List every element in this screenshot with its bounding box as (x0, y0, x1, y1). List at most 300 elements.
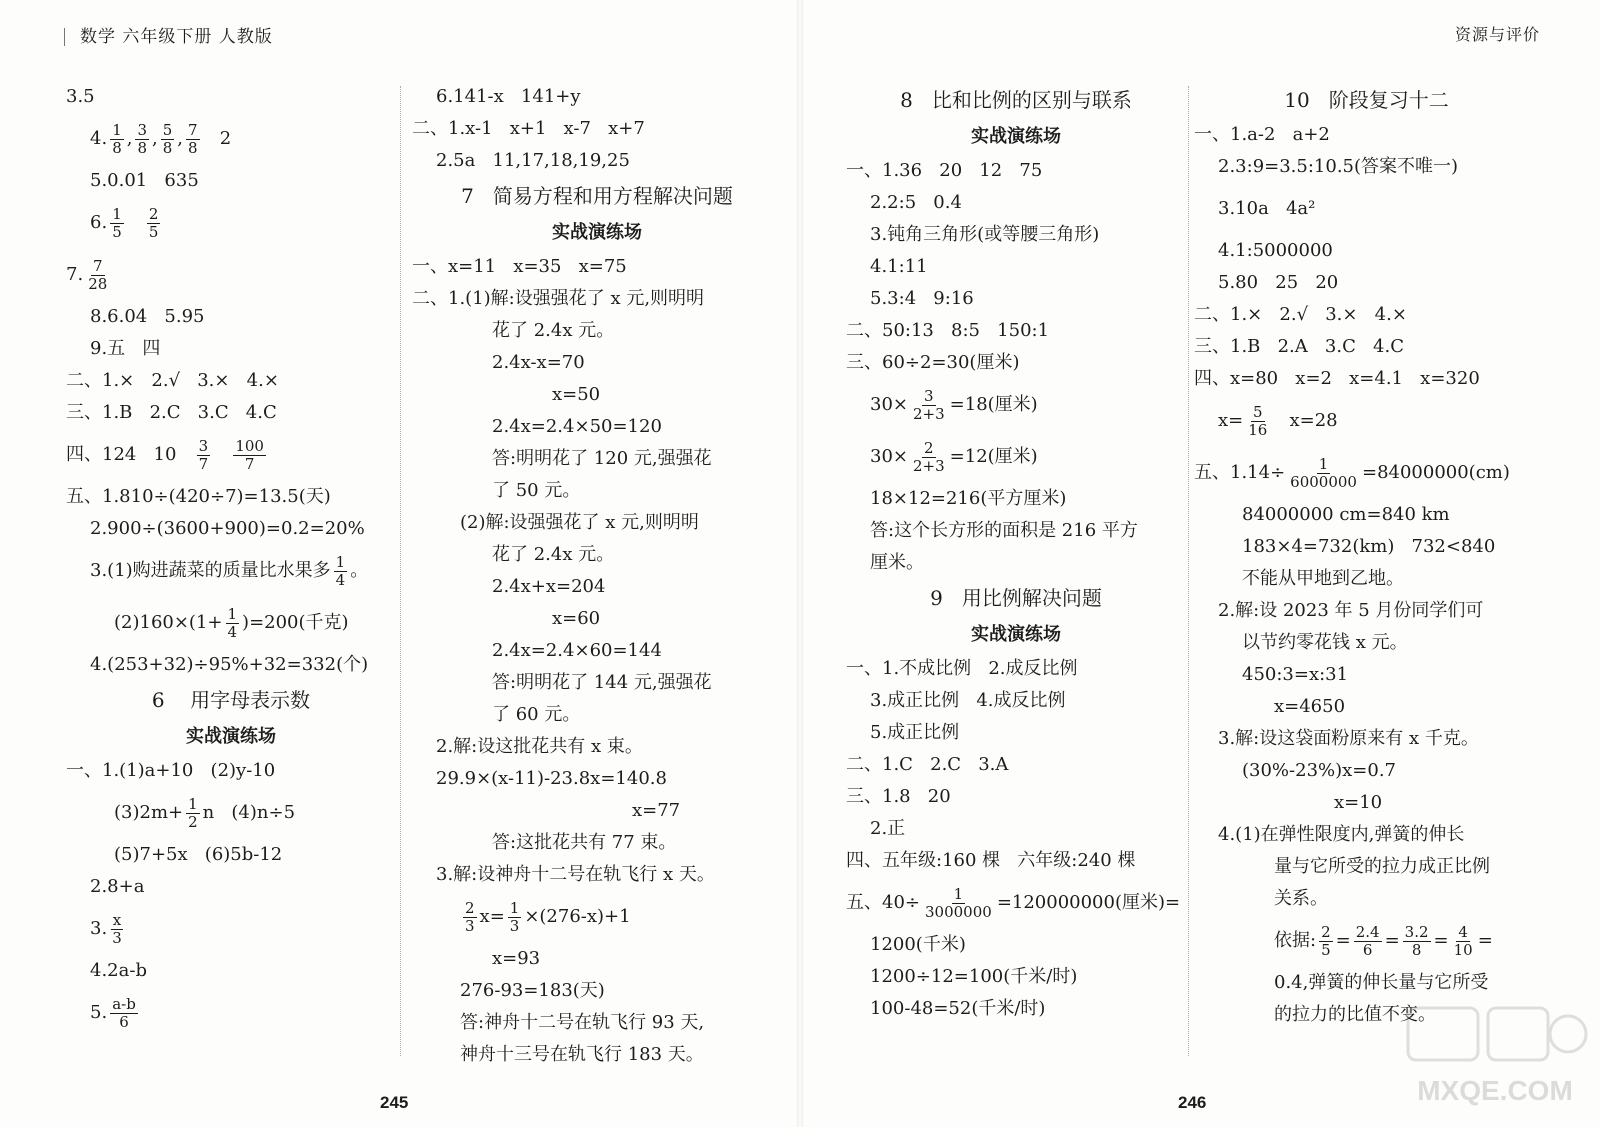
fraction (1403, 924, 1431, 959)
answer-text: 一、1.36 20 12 75 (846, 160, 1043, 181)
answer-line (1194, 852, 1539, 882)
page-number-right: 246 (1178, 1093, 1207, 1112)
fraction-denominator: 2+3 (913, 404, 945, 423)
fraction (923, 886, 994, 921)
answer-line (1194, 500, 1539, 530)
fraction-numerator: 1 (1318, 454, 1329, 473)
answer-line (1194, 692, 1539, 722)
answer-text: 三、1.8 20 (846, 786, 951, 807)
fraction (110, 206, 124, 241)
fraction-numerator: 1 (112, 120, 122, 139)
fraction-numerator: 1 (188, 794, 198, 813)
answer-text: 一、1.a-2 a+2 (1194, 124, 1330, 145)
answer-text: 五、1.810÷(420÷7)=13.5(天) (66, 486, 331, 507)
answer-text: x=10 (1334, 792, 1383, 813)
answer-text: x= (479, 906, 505, 927)
answer-line (846, 782, 1186, 812)
fraction-numerator: 1 (953, 884, 964, 903)
answer-text: = (1384, 930, 1400, 951)
answer-line (412, 284, 782, 314)
answer-text: 的拉力的比值不变。 (1274, 1004, 1436, 1025)
answer-line (412, 412, 782, 442)
answer-text: (5)7+5x (6)5b-12 (114, 844, 283, 865)
fraction (1354, 924, 1382, 959)
answer-line (412, 668, 782, 698)
fraction (1452, 924, 1475, 959)
fraction (233, 438, 266, 473)
answer-text: 3.钝角三角形(或等腰三角形) (870, 224, 1100, 245)
answer-text: (30%-23%)x=0.7 (1242, 760, 1397, 781)
answer-line (1194, 916, 1539, 966)
fraction-denominator: 3 (112, 928, 122, 947)
answer-text: 二、50:13 8:5 150:1 (846, 320, 1050, 341)
answer-line (66, 514, 396, 544)
answer-line (1194, 300, 1539, 330)
answer-line (1194, 724, 1539, 754)
answer-line (66, 756, 396, 786)
answer-text: 6.141-x 141+y (436, 86, 581, 107)
fraction-denominator: 3 (509, 916, 520, 935)
answer-text: 6. (90, 212, 108, 233)
answer-line (66, 250, 396, 300)
answer-line (66, 334, 396, 364)
fraction-denominator: 7 (198, 454, 209, 473)
answer-text: 2.8+a (90, 876, 145, 897)
fraction (110, 122, 124, 157)
answer-text: n (4)n÷5 (202, 802, 296, 823)
answer-text: 一、x=11 x=35 x=75 (412, 256, 627, 277)
answer-line (66, 366, 396, 396)
answer-text: =12(厘米) (949, 446, 1038, 467)
answer-line (846, 252, 1186, 282)
answer-text: 84000000 cm=840 km (1242, 504, 1450, 525)
answer-text: =120000000(厘米)= (996, 892, 1181, 913)
fraction-numerator: 2 (1321, 922, 1331, 941)
answer-line (412, 540, 782, 570)
answer-text: 三、1.B 2.A 3.C 4.C (1194, 336, 1404, 357)
answer-line (846, 188, 1186, 218)
answer-text: 6 用字母表示数 (151, 688, 311, 712)
fraction-denominator: 6000000 (1290, 472, 1357, 491)
fraction-denominator: 8 (137, 138, 148, 157)
fraction-numerator: 3 (137, 120, 148, 139)
answer-line (412, 114, 782, 144)
answer-text: 1200÷12=100(千米/时) (870, 966, 1078, 987)
fraction-numerator: a-b (112, 994, 136, 1013)
fraction-denominator: 3000000 (925, 902, 992, 921)
answer-line (412, 316, 782, 346)
answer-text: x=60 (552, 608, 601, 629)
answer-text: = (1433, 930, 1449, 951)
answer-text: 答:明明花了 120 元,强强花 (492, 448, 712, 469)
answer-text: 2 (202, 128, 232, 149)
fraction (110, 912, 124, 947)
answer-text: 3.(1)购进蔬菜的质量比水果多 (90, 560, 331, 581)
answer-line (846, 348, 1186, 378)
answer-text: x=50 (552, 384, 601, 405)
answer-line (1194, 236, 1539, 266)
answer-text: 神舟十三号在轨飞行 183 天。 (460, 1044, 704, 1065)
fraction-denominator: 8 (162, 138, 173, 157)
fraction (1246, 404, 1269, 439)
fraction (1288, 456, 1359, 491)
answer-text: 依据: (1274, 930, 1317, 951)
section-title (846, 580, 1186, 616)
answer-text: 不能从甲地到乙地。 (1242, 568, 1404, 589)
answer-text: 四、五年级:160 棵 六年级:240 棵 (846, 850, 1136, 871)
answer-text: x=28 (1272, 410, 1338, 431)
answer-line (1194, 268, 1539, 298)
answer-line (66, 988, 396, 1038)
fraction-denominator: 7 (244, 454, 255, 473)
answer-line (412, 892, 782, 942)
answer-text: 3.5 (66, 86, 95, 107)
answer-text: 一、1.不成比例 2.成反比例 (846, 658, 1078, 679)
fraction-numerator: 3 (198, 436, 209, 455)
answer-line (1194, 396, 1539, 446)
answer-line (66, 82, 396, 112)
fraction-denominator: 2+3 (913, 456, 945, 475)
answer-line (846, 284, 1186, 314)
answer-text: = (1335, 930, 1351, 951)
watermark-shape (1550, 1016, 1586, 1052)
answer-line (846, 718, 1186, 748)
answer-text: 2.解:设 2023 年 5 月份同学们可 (1218, 600, 1484, 621)
book-gutter (797, 0, 803, 1127)
fraction (226, 606, 240, 641)
column-divider (400, 86, 401, 1056)
fraction-numerator: 1 (112, 204, 122, 223)
answer-line (66, 788, 396, 838)
answer-text: 实战演练场 (552, 222, 642, 243)
fraction-denominator: 4 (227, 622, 238, 641)
fraction-numerator: 7 (188, 120, 198, 139)
fraction-denominator: 16 (1248, 420, 1268, 439)
fraction (110, 996, 138, 1031)
answer-text: 二、1.x-1 x+1 x-7 x+7 (412, 118, 645, 139)
answer-line (66, 904, 396, 954)
answer-text: 29.9×(x-11)-23.8x=140.8 (436, 768, 667, 789)
answer-text: ×(276-x)+1 (524, 906, 631, 927)
answer-text: 二、1.C 2.C 3.A (846, 754, 1009, 775)
answer-text: 10 阶段复习十二 (1284, 88, 1449, 112)
answer-line (412, 146, 782, 176)
answer-line (846, 814, 1186, 844)
answer-line (1194, 184, 1539, 234)
subsection-title (846, 120, 1186, 154)
answer-line (412, 764, 782, 794)
answer-text: 。 (350, 560, 369, 581)
answer-text: 一、1.(1)a+10 (2)y-10 (66, 760, 276, 781)
answer-line (1194, 152, 1539, 182)
answer-line (846, 156, 1186, 186)
answer-line (412, 604, 782, 634)
header-left: 数学 六年级下册 人教版 (80, 27, 273, 47)
section-title (846, 82, 1186, 118)
fraction-numerator: 3 (924, 386, 934, 405)
fraction (463, 900, 477, 935)
answer-text: 18×12=216(平方厘米) (870, 488, 1067, 509)
answer-text: 答:神舟十二号在轨飞行 93 天, (460, 1012, 705, 1033)
answer-text: 2.900÷(3600+900)=0.2=20% (90, 518, 365, 539)
answer-line (66, 482, 396, 512)
answer-line (846, 316, 1186, 346)
answer-line (66, 302, 396, 332)
answer-line (1194, 756, 1539, 786)
answer-text: 1200(千米) (870, 934, 966, 955)
fraction-denominator: 5 (148, 222, 159, 241)
answer-text: 8.6.04 5.95 (90, 306, 205, 327)
fraction-numerator: 5 (1253, 402, 1263, 421)
answer-text: 实战演练场 (971, 126, 1061, 147)
answer-text: 3.解:设这袋面粉原来有 x 千克。 (1218, 728, 1479, 749)
answer-text: , (126, 128, 133, 149)
answer-text: 30× (870, 446, 908, 467)
answer-line (66, 114, 396, 164)
answer-line (1194, 788, 1539, 818)
answer-line (66, 598, 396, 648)
fraction-numerator: 1 (335, 552, 346, 571)
fraction (186, 796, 200, 831)
fraction (186, 122, 200, 157)
fraction-numerator: 7 (92, 256, 103, 275)
fraction-numerator: 1 (227, 604, 238, 623)
answer-line (66, 956, 396, 986)
answer-line (412, 476, 782, 506)
fraction (911, 440, 947, 475)
answer-line (412, 732, 782, 762)
answer-text: 9 用比例解决问题 (930, 586, 1102, 610)
answer-text: 以节约零花钱 x 元。 (1242, 632, 1408, 653)
fraction-numerator: 2.4 (1355, 922, 1380, 941)
answer-line (66, 872, 396, 902)
answer-text: 183×4=732(km) 732<840 (1242, 536, 1496, 557)
answer-line (1194, 532, 1539, 562)
answer-text: 4. (90, 128, 108, 149)
answer-text: 3.10a 4a² (1218, 198, 1316, 219)
column-2 (412, 82, 782, 1072)
watermark (1400, 1000, 1590, 1115)
answer-line (66, 430, 396, 480)
answer-text: =84000000(cm) (1361, 462, 1510, 483)
answer-text: 7 简易方程和用方程解决问题 (461, 184, 733, 208)
answer-line (1194, 564, 1539, 594)
fraction-numerator: 2 (465, 898, 475, 917)
column-4 (1194, 82, 1539, 1032)
answer-text: 五、1.14÷ (1194, 462, 1286, 483)
fraction-numerator: 1 (509, 898, 520, 917)
answer-text: 了 50 元。 (492, 480, 581, 501)
fraction (147, 206, 161, 241)
answer-text: , (177, 128, 184, 149)
answer-text: 5.0.01 635 (90, 170, 199, 191)
page-number-left: 245 (380, 1093, 409, 1112)
fraction-numerator: 2 (148, 204, 159, 223)
answer-line (412, 1008, 782, 1038)
fraction (135, 122, 149, 157)
answer-text: 三、1.B 2.C 3.C 4.C (66, 402, 277, 423)
answer-line (1194, 968, 1539, 998)
answer-line (846, 930, 1186, 960)
answer-line (1194, 596, 1539, 626)
answer-text: 450:3=x:31 (1242, 664, 1349, 685)
answer-line (1194, 628, 1539, 658)
answer-line (412, 252, 782, 282)
answer-line (412, 508, 782, 538)
answer-text: 答:这批花共有 77 束。 (492, 832, 677, 853)
answer-text: 4.1:5000000 (1218, 240, 1333, 261)
answer-line (412, 348, 782, 378)
fraction (161, 122, 175, 157)
answer-text: 2.4x-x=70 (492, 352, 585, 373)
fraction-numerator: x (112, 910, 122, 929)
fraction-denominator: 2 (188, 812, 198, 831)
answer-line (66, 840, 396, 870)
answer-text: 3.成正比例 4.成反比例 (870, 690, 1066, 711)
subsection-title (66, 720, 396, 754)
answer-text: 五、40÷ (846, 892, 920, 913)
answer-text: = (1477, 930, 1493, 951)
fraction (197, 438, 211, 473)
answer-text: 2.4x=2.4×50=120 (492, 416, 662, 437)
answer-line (412, 700, 782, 730)
answer-text: 2.5a 11,17,18,19,25 (436, 150, 630, 171)
fraction-numerator: 4 (1458, 922, 1468, 941)
watermark-shape (1488, 1008, 1548, 1060)
fraction-denominator: 8 (112, 138, 122, 157)
answer-text: (2)解:设强强花了 x 元,则明明 (460, 512, 699, 533)
answer-line (1194, 884, 1539, 914)
answer-line (412, 976, 782, 1006)
answer-text: 2.解:设这批花共有 x 束。 (436, 736, 643, 757)
fraction-denominator: 10 (1453, 940, 1473, 959)
answer-text: 实战演练场 (971, 624, 1061, 645)
answer-text: 2.2:5 0.4 (870, 192, 962, 213)
column-1 (66, 82, 396, 1040)
answer-line (1194, 820, 1539, 850)
answer-text: 量与它所受的拉力成正比例 (1274, 856, 1490, 877)
fraction (1319, 924, 1333, 959)
answer-text: 答:这个长方形的面积是 216 平方 (870, 520, 1138, 541)
answer-text: 关系。 (1274, 888, 1328, 909)
answer-line (846, 962, 1186, 992)
answer-line (66, 166, 396, 196)
answer-text: , (152, 128, 158, 149)
fraction-numerator: 2 (924, 438, 934, 457)
answer-text: 四、124 10 (66, 444, 194, 465)
answer-line (846, 516, 1186, 546)
fraction-numerator: 5 (162, 120, 173, 139)
answer-text: 276-93=183(天) (460, 980, 605, 1001)
answer-text (213, 446, 230, 464)
answer-line (66, 398, 396, 428)
answer-line (66, 546, 396, 596)
answer-text: 2.正 (870, 818, 906, 839)
answer-text: 实战演练场 (186, 726, 276, 747)
answer-text: x=93 (492, 948, 541, 969)
margin-tick (64, 28, 65, 46)
header-right: 资源与评价 (1454, 25, 1540, 44)
answer-line (846, 548, 1186, 578)
answer-text: 三、60÷2=30(厘米) (846, 352, 1020, 373)
answer-text: 3. (90, 918, 108, 939)
answer-text: 5.80 25 20 (1218, 272, 1339, 293)
answer-text: 3.解:设神舟十二号在轨飞行 x 天。 (436, 864, 715, 885)
answer-text (127, 214, 144, 232)
answer-line (412, 636, 782, 666)
answer-text: 二、1.(1)解:设强强花了 x 元,则明明 (412, 288, 705, 309)
fraction (508, 900, 522, 935)
answer-text: 2.3:9=3.5:10.5(答案不唯一) (1218, 156, 1459, 177)
answer-text: =18(厘米) (949, 394, 1038, 415)
section-title (1194, 82, 1539, 118)
answer-text: 5.成正比例 (870, 722, 960, 743)
answer-text: 4.(253+32)÷95%+32=332(个) (90, 654, 369, 675)
answer-line (1194, 332, 1539, 362)
answer-text: 5.3:4 9:16 (870, 288, 974, 309)
answer-text: (2)160×(1+ (114, 612, 223, 633)
answer-line (66, 198, 396, 248)
fraction-denominator: 6 (1362, 940, 1373, 959)
fraction (86, 258, 109, 293)
answer-text: x= (1218, 410, 1244, 431)
fraction-denominator: 5 (1321, 940, 1331, 959)
answer-text: )=200(千克) (242, 612, 349, 633)
answer-text: 2.4x=2.4×60=144 (492, 640, 662, 661)
fraction-denominator: 4 (335, 570, 346, 589)
answer-line (412, 444, 782, 474)
subsection-title (846, 618, 1186, 652)
answer-text: 8 比和比例的区别与联系 (900, 88, 1132, 112)
answer-line (846, 432, 1186, 482)
fraction-denominator: 8 (1411, 940, 1422, 959)
answer-text: x=77 (632, 800, 681, 821)
answer-line (1194, 448, 1539, 498)
fraction-numerator: 100 (235, 436, 264, 455)
answer-line (412, 82, 782, 112)
answer-line (846, 654, 1186, 684)
answer-text: 2.4x+x=204 (492, 576, 606, 597)
answer-text: 4.1:11 (870, 256, 928, 277)
answer-text: 答:明明花了 144 元,强强花 (492, 672, 712, 693)
answer-line (412, 380, 782, 410)
answer-line (412, 796, 782, 826)
fraction-denominator: 8 (188, 138, 198, 157)
answer-line (846, 484, 1186, 514)
fraction (911, 388, 947, 423)
answer-text: x=4650 (1274, 696, 1346, 717)
fraction-denominator: 28 (88, 274, 108, 293)
answer-line (846, 846, 1186, 876)
answer-line (412, 828, 782, 858)
answer-text: 二、1.× 2.√ 3.× 4.× (66, 370, 279, 391)
answer-text: 5. (90, 1002, 108, 1023)
answer-line (846, 220, 1186, 250)
answer-text: 0.4,弹簧的伸长量与它所受 (1274, 972, 1489, 993)
answer-text: 花了 2.4x 元。 (492, 544, 615, 565)
answer-text: 100-48=52(千米/时) (870, 998, 1046, 1019)
answer-line (1194, 120, 1539, 150)
answer-line (846, 750, 1186, 780)
answer-text: 厘米。 (870, 552, 924, 573)
answer-line (1194, 364, 1539, 394)
answer-line (846, 994, 1186, 1024)
section-title (412, 178, 782, 214)
answer-line (846, 878, 1186, 928)
column-3 (846, 82, 1186, 1026)
column-divider (1188, 86, 1189, 1056)
answer-text: 了 60 元。 (492, 704, 581, 725)
